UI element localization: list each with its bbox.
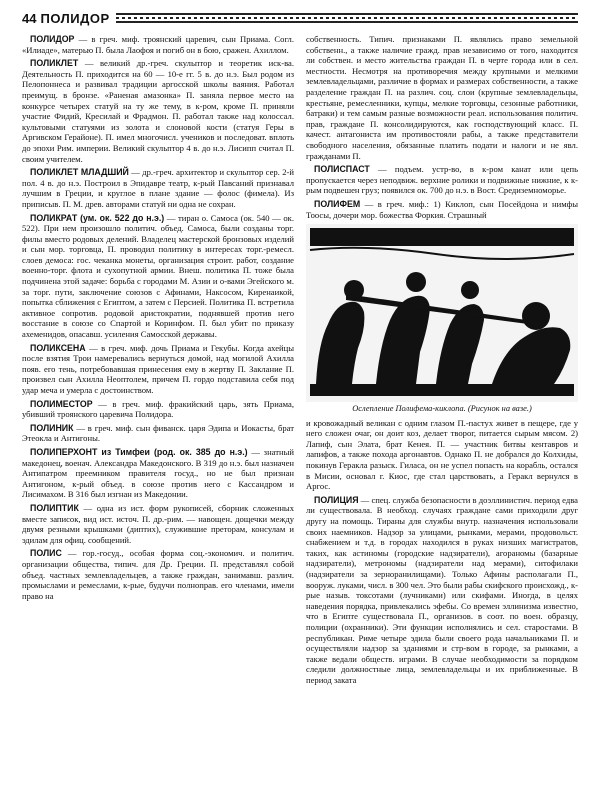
- entry-text: — спец. служба безопасности в доэллинистич. период едва ли существовала. В необход. случаях граждане сами приходили друг другу на помощь. Тираны для службы внутр. назначения использовали своих наемников. Надзор за улицами, рынками, мерами, продовольст. снабжением и т.д. в городах находился в руках низших магистратов, таких, как астиномы (городские надзиратели), агораномы (базарные надзиратели), метрономы (надзиратели над мерами), ситофилаки (надзиратели за зерноранилищами). Только Афины располагали П., вооруж. луками, числ. в 300 чел. Это были рабы скифского происхожд., к-рые назыв. токсотами (лучниками) или скифами. Иногда, в целях наведения порядка, привлекались эфебы. Со времен эллинизма известно, что в Египте существовала П., организов. в соот. по воен. образцу, полиции (охранники). Эти функции исполнялись и сел. старостами. В республикан. Риме четыре эдила были своего рода начальниками П. и осуществляли надзор за зданиями и стр-вом в городе, за рынками, а также ведали обществ. играми. В случае необходимости за порядком следили должностные лица, землевладельцы и их приближенные. В период заката: [306, 494, 578, 685]
- dictionary-entry: [22, 399, 294, 420]
- dictionary-entry: [22, 213, 294, 340]
- entry-headword: ПОЛИЦИЯ: [314, 494, 359, 505]
- entry-headword: ПОЛИКРАТ (ум. ок. 522 до н.э.): [30, 212, 165, 223]
- dictionary-entry: [22, 34, 294, 55]
- entry-text: — в греч. миф. сын фиванск. царя Эдипа и Иокасты, брат Этеокла и Антигоны.: [22, 422, 294, 444]
- entry-headword: ПОЛИДОР: [30, 34, 75, 44]
- header-ornament: [116, 13, 578, 23]
- entry-text: — гор.-госуд., особая форма соц.-экономич. и политич. организации общества, типич. для Др. Греции. П. представлял собой объед. частных землевладельцев, а также граждан, занимавш. различ. промыслами и ремеслами, к-рые, будучи полноправ. его членами, имели право на: [22, 548, 294, 601]
- entry-headword: ПОЛИКЛЕТ: [30, 58, 79, 69]
- dictionary-entry: [306, 199, 578, 220]
- dictionary-entry: [22, 423, 294, 444]
- entry-text: — в греч. миф.: 1) Киклоп, сын Посейдона и нимфы Тоосы, дочери мор. божества Форкия. Страшный: [306, 198, 578, 220]
- figure-caption: Ослепление Полифема-киклопа. (Рисунок на вазе.): [352, 404, 532, 414]
- right-column-top: [306, 34, 578, 220]
- entry-headword: ПОЛИФЕМ: [314, 198, 361, 209]
- entry-headword: ПОЛИКЛЕТ МЛАДШИЙ: [30, 167, 129, 178]
- dictionary-entry: [306, 418, 578, 492]
- dictionary-entry: [22, 167, 294, 209]
- entry-headword: ПОЛИМЕСТОР: [30, 398, 93, 409]
- vase-painting-image: [306, 224, 578, 402]
- vase-figure: [306, 224, 578, 415]
- text-columns: [22, 34, 578, 689]
- entry-headword: ПОЛИНИК: [30, 422, 74, 433]
- entry-headword: ПОЛИСПАСТ: [314, 164, 370, 175]
- entry-text: — тиран о. Самоса (ок. 540 — ок. 522). При нем произошло политич. объед. Самоса, были созданы торг. филы вместо родовых делений. Владелец мастерской бронзовых изделий и сын мор. торговца, П. проводил политику в интересах торг.-ремесл. слоев демоса: гос. чеканка монеты, организация строит. работ, создание военно-торг. флота и сухопутной армии. Внеш. политика П. тоже была подчинена этой задаче: борьба с городами М. Азии и о-вами Эгейского м. за торг. пути, заключение союзов с Афинами, Наксосом, Киренаикой, попытка сближения с Египтом, а затем с Персией. Политика П. встретила активное сопротив. родовой аристократии, поднявшей против него восстание в союзе со Спартой и Коринфом. П. был убит по приказу ахеменидов, опасавш. усиления Самосской державы.: [22, 212, 294, 340]
- entry-text: — в греч. миф. фракийский царь, зять Приама, убивший троянского царевича Полидора.: [22, 398, 294, 420]
- page-number: 44: [22, 10, 37, 26]
- dictionary-entry: [22, 343, 294, 396]
- running-head: ПОЛИДОР: [40, 10, 110, 26]
- right-column: [306, 34, 578, 689]
- entry-headword: ПОЛИПЕРХОНТ из Тимфеи (род. ок. 385 до н.э.): [30, 446, 248, 457]
- entry-text: — знатный македонец, военач. Александра Македонского. В 319 до н.э. был назначен Антипатром преемником правителя госуд., но не был признан Антигоном, к-рый объед. в союзе против него с Кассандром и Лисимахом. В 316 был изгнан из Македонии.: [22, 446, 294, 500]
- entry-text: — одна из ист. форм рукописей, сборник сложенных вместе записок, вид ист. источ. П. др.-рим. — навощен. дощечки между двумя резными крышками (диптих), служившие преторам, консулам и эдилам для офиц. сообщений.: [22, 502, 294, 545]
- entry-text: собственность. Типич. признаками П. являлись право земельной собственн., а также наличие гражд. прав независимо от того, находится ли собствен. и место жительства граждан П. в черте города или в сел. местности. Несмотря на противоречия между крупными и мелкими землевладельцами, различие в формах и размерах собственности, а также разделение граждан П. на различ. соц. слои (крупные землевладельцы, крестьяне, ремесленники, купцы, мелкие торговцы, сезонные работники, батраки) и тем самым разные возможности реал. использования политич. прав, граждане П. консолидируются, как господствующий класс. П. качест. антагониста им противостояли рабы, а также представители свободного населения, обязанные платить подати и налоги и не явл. гражданами П.: [306, 34, 578, 161]
- dictionary-entry: [306, 495, 578, 686]
- right-column-bottom: [306, 418, 578, 686]
- left-column: [22, 34, 294, 689]
- entry-text: и кровожадный великан с одним глазом П.-пастух живет в пещере, где у него сложен очаг, он доит коз, делает творог, питается сырым мясом. 2) Лапиф, сын Элата, брат Кенея. П. — участник битвы кентавров и лапифов, а также похода аргонавтов. Однако П. не добрался до Колхиды, покинув Геракла разыск. Гиласа, он не успел попасть на корабль, остался в Мисии, основал г. Киос, где стал царствовать, а Геракл вернулся в Аргос.: [306, 417, 578, 492]
- entry-headword: ПОЛИПТИК: [30, 502, 79, 513]
- dictionary-entry: [22, 447, 294, 500]
- entry-text: — др.-греч. архитектор и скульптор сер. 2-й пол. 4 в. до н.э. Построил в Эпидавре театр, к-рый Павсаний признавал лучшим в Греции, и круглое в плане здание — фолос (фимела). Из приписыв. П. М. древ. авторами статуй ни одна не сохран.: [22, 167, 294, 209]
- dictionary-entry: [22, 548, 294, 601]
- dictionary-entry: [306, 164, 578, 196]
- entry-text: — подъем. устр-во, в к-ром канат или цепь пропускается через неподвиж. верхние ролики и подвижные нижние, к к-рым подвешен груз; появился ок. 700 до н.э. в Вост. Средиземноморье.: [306, 164, 578, 196]
- entry-text: — в греч. миф. дочь Приама и Гекубы. Когда ахейцы после взятия Трои намеревались вернуться домой, над могилой Ахилла появ. его тень, потребовавшая принесения ему в жертву П. Заклание П. произвел сын Ахилла Неоптолем, причем П. гордо подставила себя под удар меча и умерла с достоинством.: [22, 342, 294, 395]
- entry-text: — в греч. миф. троянский царевич, сын Приама. Согл. «Илиаде», матерью П. была Лаофоя и погиб он в бою, сражен. Ахиллом.: [22, 34, 294, 55]
- dictionary-entry: [22, 58, 294, 164]
- entry-text: — великий др.-греч. скульптор и теоретик иск-ва. Деятельность П. приходится на 60 — 10-е гг. 5 в. до н.э. Был родом из Пелопоннеса и развивал традиции аргосской школы ваяния. Работал преимущ. в бронзе. «Раненая амазонка» П. заняла первое место на конкурсе четырех статуй на ту же тему, в к-ром, кроме П. приняли участие Фидий, Кресилай и Фрадмон. П. работал также над колоссал. культовыми статуями из золота и слоновой кости (статуя Геры в Аргивском Герайоне). П. имел многочисл. учеников и последоват. вплоть до эпохи Рим. империи. Великий скульптор 4 в. до н.э. Лисипп считал П. своим учителем.: [22, 58, 294, 164]
- dictionary-entry: [306, 34, 578, 161]
- entry-headword: ПОЛИС: [30, 548, 62, 559]
- entry-headword: ПОЛИКСЕНА: [30, 342, 86, 353]
- dictionary-entry: [22, 503, 294, 545]
- page-header: [22, 6, 578, 30]
